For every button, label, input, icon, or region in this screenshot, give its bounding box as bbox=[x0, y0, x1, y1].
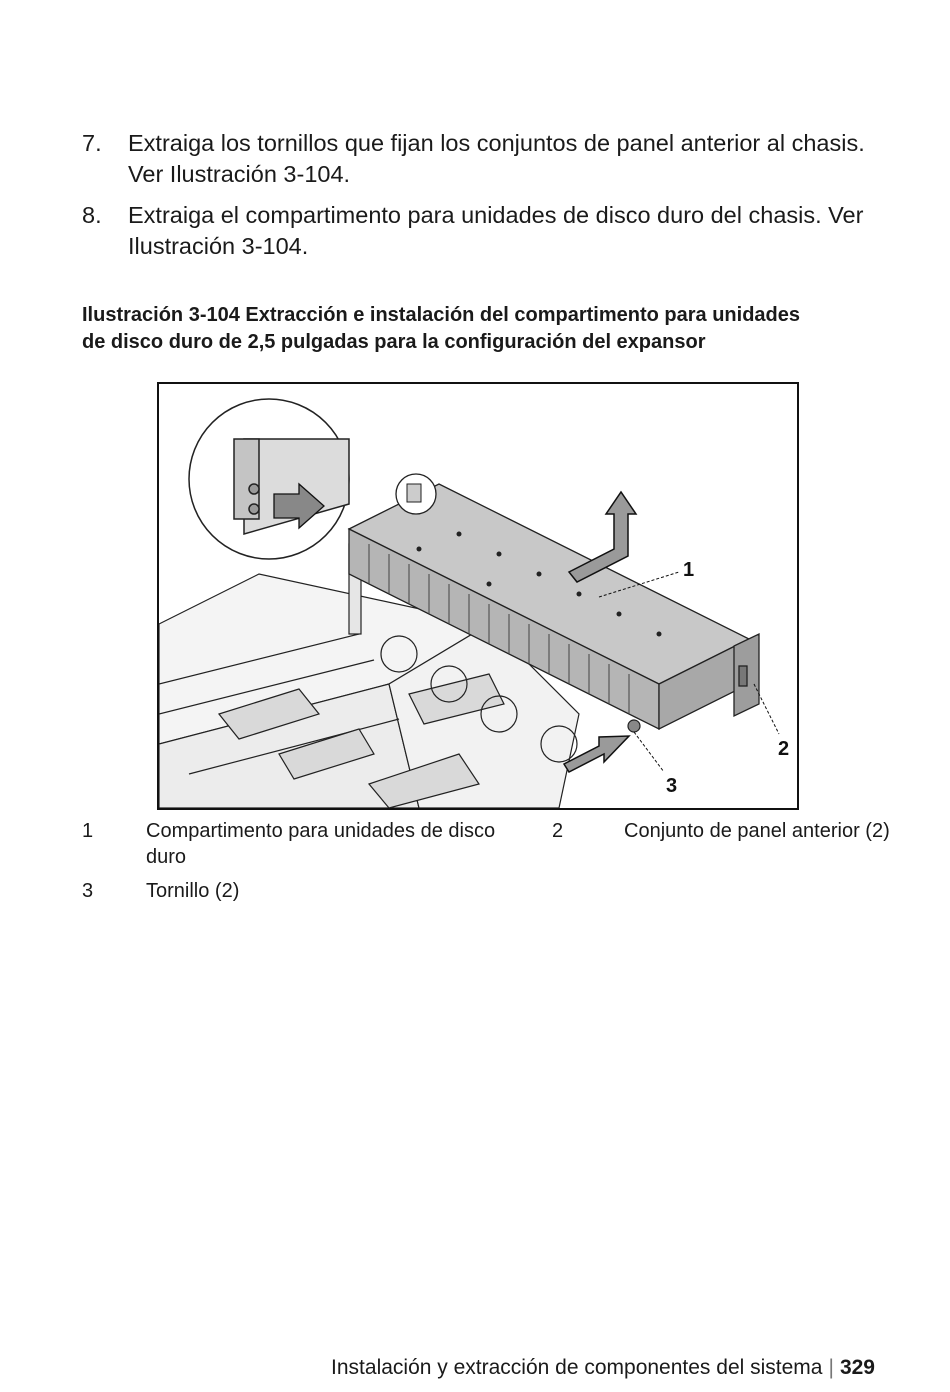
front-panel-assembly bbox=[734, 634, 759, 716]
detail-inset bbox=[189, 399, 349, 559]
legend-number: 3 bbox=[82, 880, 94, 902]
legend-number: 2 bbox=[552, 820, 564, 842]
footer-separator: | bbox=[828, 1356, 834, 1379]
legend-text: Tornillo (2) bbox=[146, 880, 240, 902]
lift-arrow bbox=[569, 492, 636, 582]
callout-3: 3 bbox=[666, 775, 678, 797]
step-text: Extraiga el compartimento para unidades de disco duro del chasis. Ver Ilustración 3-104. bbox=[128, 202, 864, 259]
page-footer bbox=[331, 1356, 875, 1380]
page-number: 329 bbox=[839, 1356, 875, 1379]
step-number: 8. bbox=[82, 202, 102, 228]
footer-section-title: Instalación y extracción de componentes del sistema bbox=[331, 1356, 823, 1379]
legend-number: 1 bbox=[82, 820, 94, 842]
callout-2: 2 bbox=[778, 738, 790, 760]
legend-text: Conjunto de panel anterior (2) bbox=[624, 820, 890, 842]
callout-1: 1 bbox=[683, 559, 695, 581]
step-number: 7. bbox=[82, 130, 102, 156]
figure-caption: Ilustración 3-104 Extracción e instalación del compartimento para unidades de disco duro de 2,5 pulgadas para la configuración del expansor bbox=[82, 304, 800, 353]
hard-drive-cage-illustration bbox=[157, 382, 799, 810]
screw-icon bbox=[628, 720, 640, 732]
legend-text: Compartimento para unidades de disco duro bbox=[146, 820, 496, 868]
step-text: Extraiga los tornillos que fijan los conjuntos de panel anterior al chasis. Ver Ilustración 3-104. bbox=[128, 130, 865, 187]
